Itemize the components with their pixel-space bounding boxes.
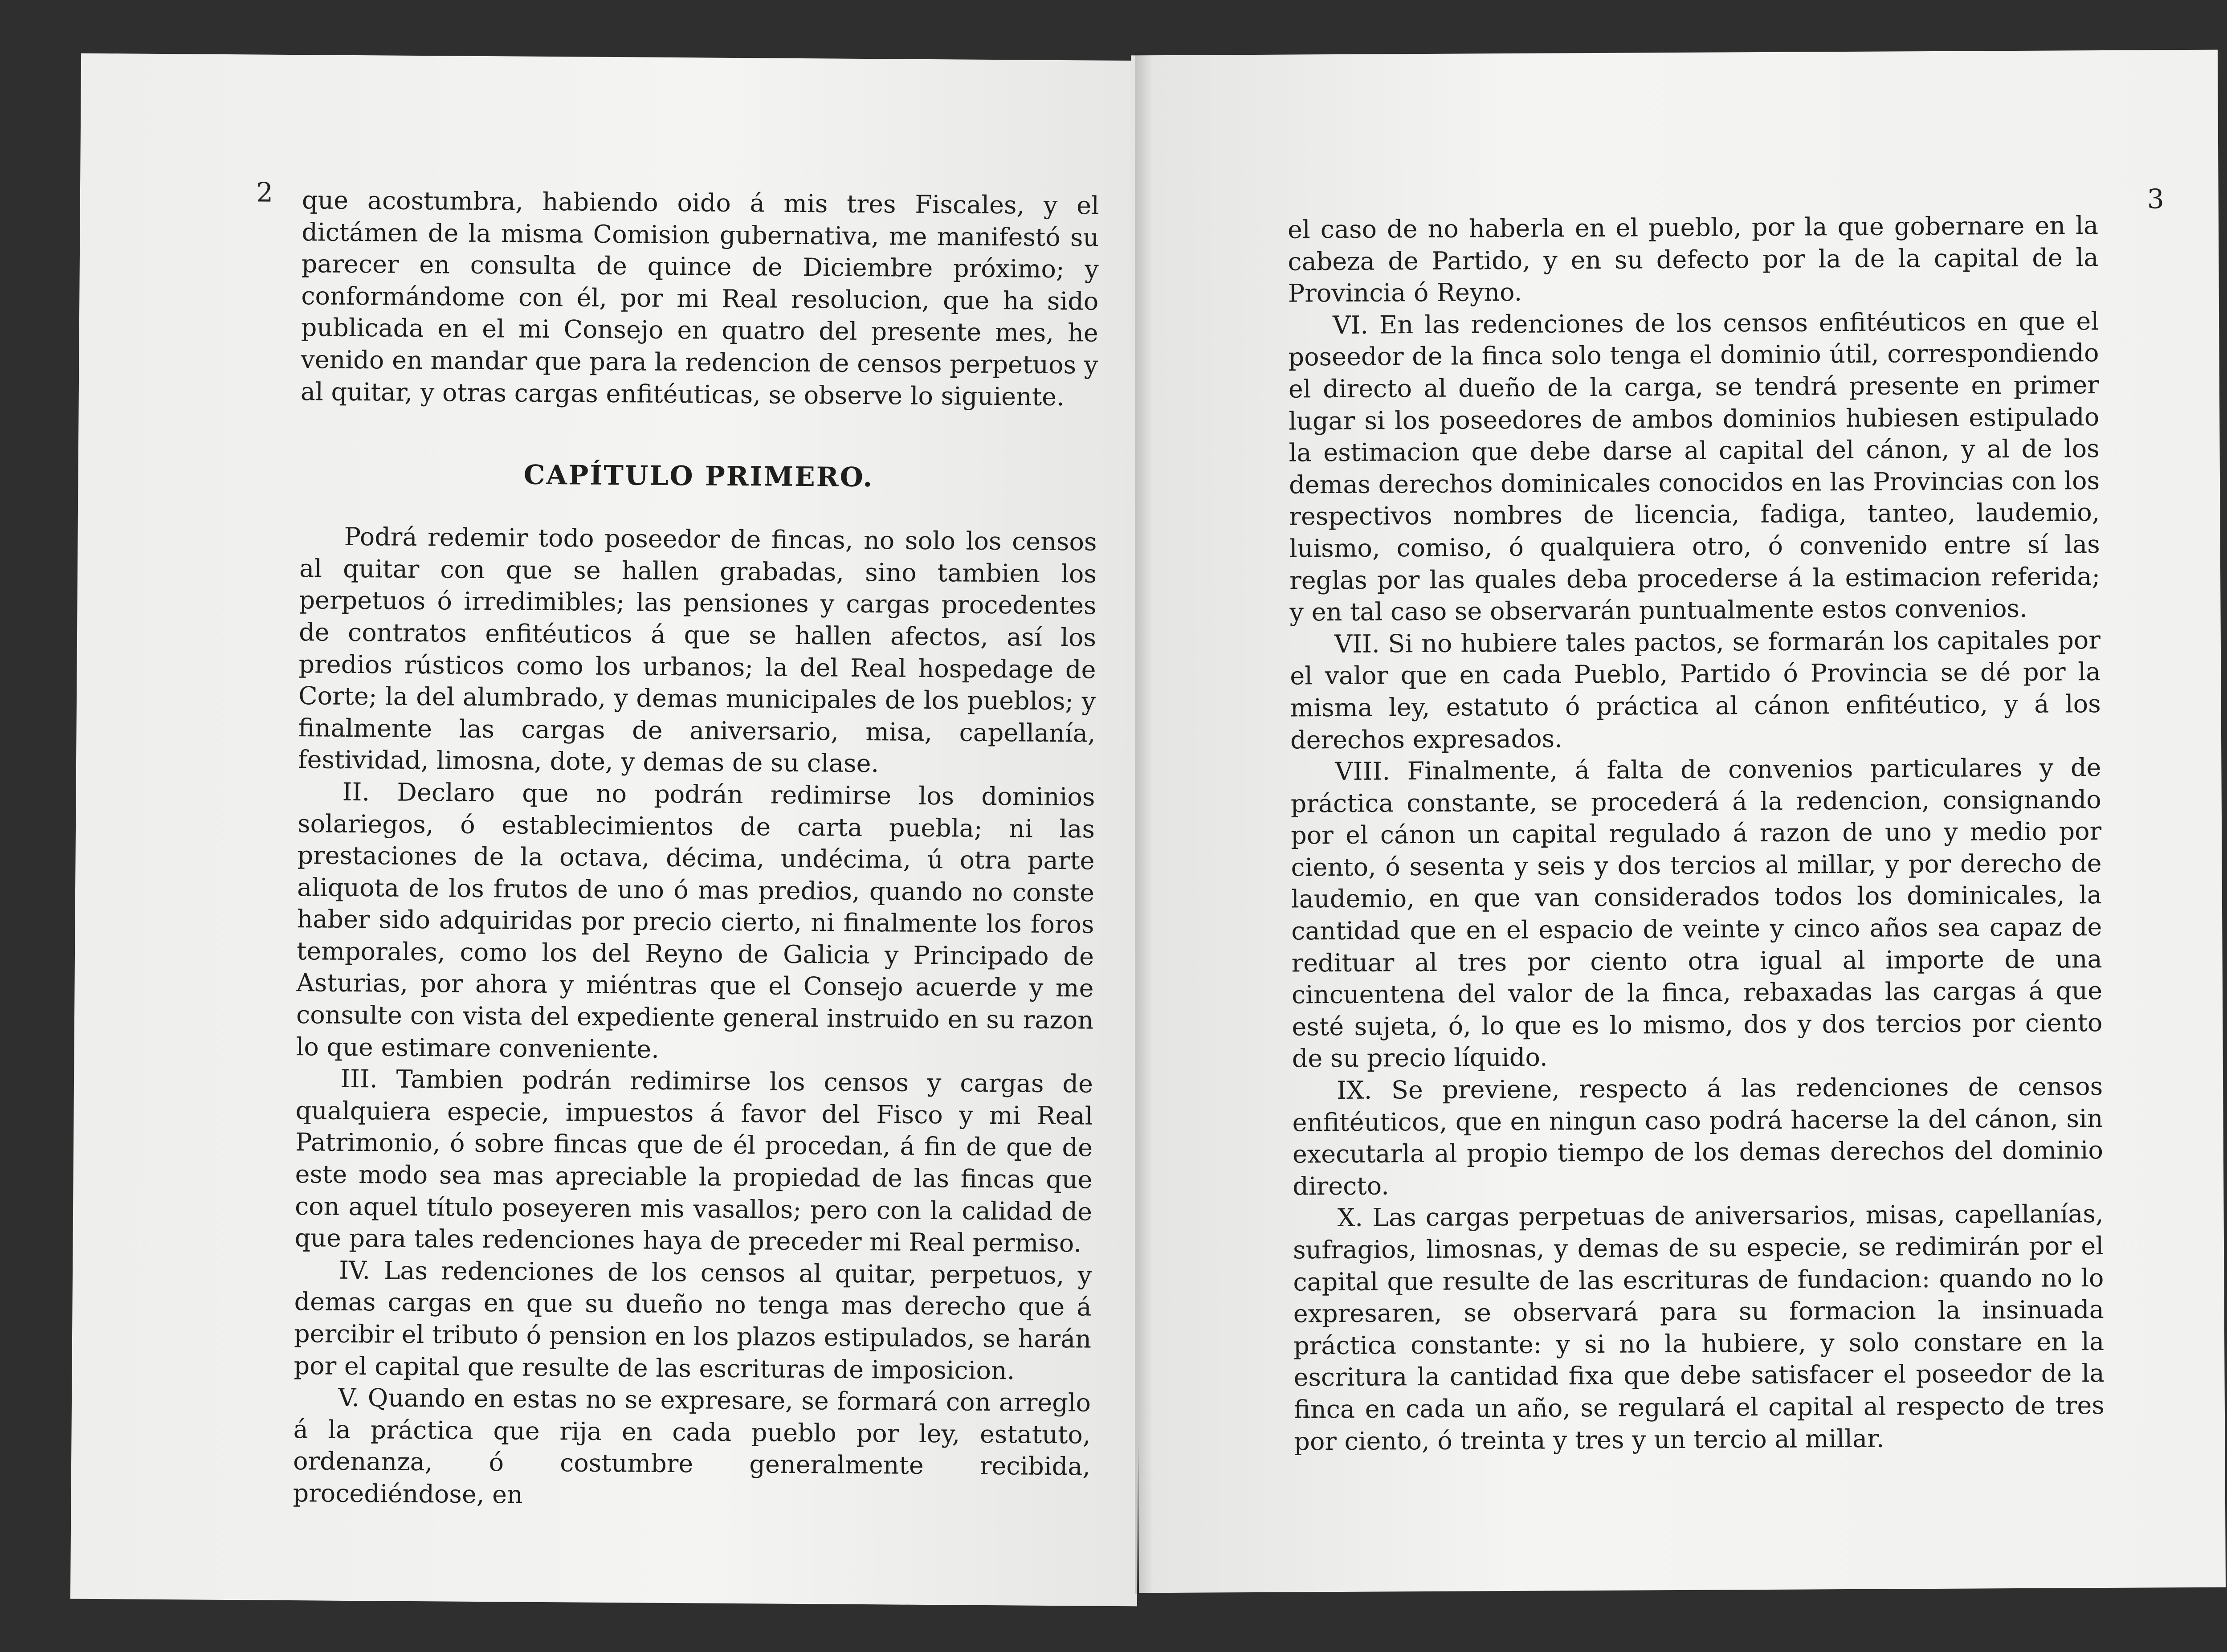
left-page-text — [293, 184, 1099, 1515]
page-number-left: 2 — [256, 177, 273, 208]
article-1: Podrá redemir todo poseedor de fincas, no solo los censos al quitar con que se hallen grabadas, sino tambien los perpetuos ó irredimibles; las pensiones y cargas procedentes de contratos enfitéuticos á que se hallen afectos, así los predios rústicos como los urbanos; la del Real hospedage de Corte; la del alumbrado, y demas municipales de los pueblos; y finalmente las cargas de aniversario, misa, capellanía, festividad, limosna, dote, y demas de su clase. — [298, 522, 1097, 779]
article-8: VIII. Finalmente, á falta de convenios particulares y de práctica constante, se procederá á la redencion, consignando por el cánon un capital regulado á razon de uno y medio por ciento, ó sesenta y seis y dos tercios al millar, y por derecho de laudemio, en que van considerados todos los dominicales, la cantidad que en el espacio de veinte y cinco años sea capaz de redituar al tres por ciento otra igual al importe de una cincuentena del valor de la finca, rebaxadas las cargas á que esté sujeta, ó, lo que es lo mismo, dos y dos tercios por ciento de su precio líquido. — [1290, 753, 2103, 1073]
right-page — [1131, 50, 2226, 1593]
article-6: VI. En las redenciones de los censos enfitéuticos en que el poseedor de la finca solo tenga el dominio útil, correspondiendo el directo al dueño de la carga, se tendrá presente en primer lugar si los poseedores de ambos dominios hubiesen estipulado la estimacion que debe darse al capital del cánon, y al de los demas derechos dominicales conocidos en las Provincias con los respectivos nombres de licencia, fadiga, tanteo, laudemio, luismo, comiso, ó qualquiera otro, ó convenido entre sí las reglas por las quales deba procederse á la estimacion referida; y en tal caso se observarán puntualmente estos convenios. — [1288, 306, 2101, 627]
article-5: V. Quando en estas no se expresare, se formará con arreglo á la práctica que rija en cada pueblo por ley, estatuto, ordenanza, ó costumbre generalmente recibida, procediéndose, en — [293, 1383, 1091, 1509]
continuation-paragraph: el caso de no haberla en el pueblo, por la que gobernare en la cabeza de Partido, y en su defecto por la de la capital de la Provincia ó Reyno. — [1287, 211, 2099, 308]
article-7: VII. Si no hubiere tales pactos, se formarán los capitales por el valor que en cada Pueblo, Partido ó Provincia se dé por la misma ley, estatuto ó práctica al cánon enfitéutico, y á los derechos expresados. — [1290, 625, 2101, 755]
right-page-text — [1288, 210, 2105, 1458]
book-gutter-shadow — [1135, 53, 1153, 1594]
page-number-right: 3 — [2147, 184, 2165, 215]
article-4: IV. Las redenciones de los censos al quitar, perpetuos, y demas cargas en que su dueño no tenga mas derecho que á percibir el tributo ó pension en los plazos estipulados, se harán por el capital que resulte de las escrituras de imposicion. — [294, 1256, 1092, 1385]
article-3: III. Tambien podrán redimirse los censos y cargas de qualquiera especie, impuestos á favor del Fisco y mi Real Patrimonio, ó sobre fincas que de él procedan, á fin de que de este modo sea mas apreciable la propiedad de las fincas que con aquel título poseyeren mis vasallos; pero con la calidad de que para tales redenciones haya de preceder mi Real permiso. — [294, 1065, 1093, 1258]
left-page — [70, 53, 1148, 1607]
chapter-heading: CAPÍTULO PRIMERO. — [523, 459, 874, 494]
article-10: X. Las cargas perpetuas de aniversarios, misas, capellanías, sufragios, limosnas, y demas de su especie, se redimirán por el capital que resulte de las escrituras de fundacion: quando no lo expresaren, se observará para su formacion la insinuada práctica constante: y si no la hubiere, y solo constare en la escritura la cantidad fixa que debe satisfacer el poseedor de la finca en cada un año, se regulará el capital al respecto de tres por ciento, ó treinta y tres y un tercio al millar. — [1293, 1199, 2105, 1456]
intro-paragraph: que acostumbra, habiendo oido á mis tres Fiscales, y el dictámen de la misma Comision gubernativa, me manifestó su parecer en consulta de quince de Diciembre próximo; y conformándome con él, por mi Real resolucion, que ha sido publicada en el mi Consejo en quatro del presente mes, he venido en mandar que para la redencion de censos perpetuos y al quitar, y otras cargas enfitéuticas, se observe lo siguiente. — [300, 186, 1100, 412]
article-9: IX. Se previene, respecto á las redenciones de censos enfitéuticos, que en ningun caso podrá hacerse la del cánon, sin executarla al propio tiempo de los demas derechos del dominio directo. — [1292, 1072, 2104, 1201]
article-2: II. Declaro que no podrán redimirse los dominios solariegos, ó establecimientos de carta puebla; ni las prestaciones de la octava, décima, undécima, ú otra parte aliquota de los frutos de uno ó mas predios, quando no conste haber sido adquiridas por precio cierto, ni finalmente los foros temporales, como los del Reyno de Galicia y Principado de Asturias, por ahora y miéntras que el Consejo acuerde y me consulte con vista del expediente general instruido en su razon lo que estimare conveniente. — [296, 777, 1095, 1064]
